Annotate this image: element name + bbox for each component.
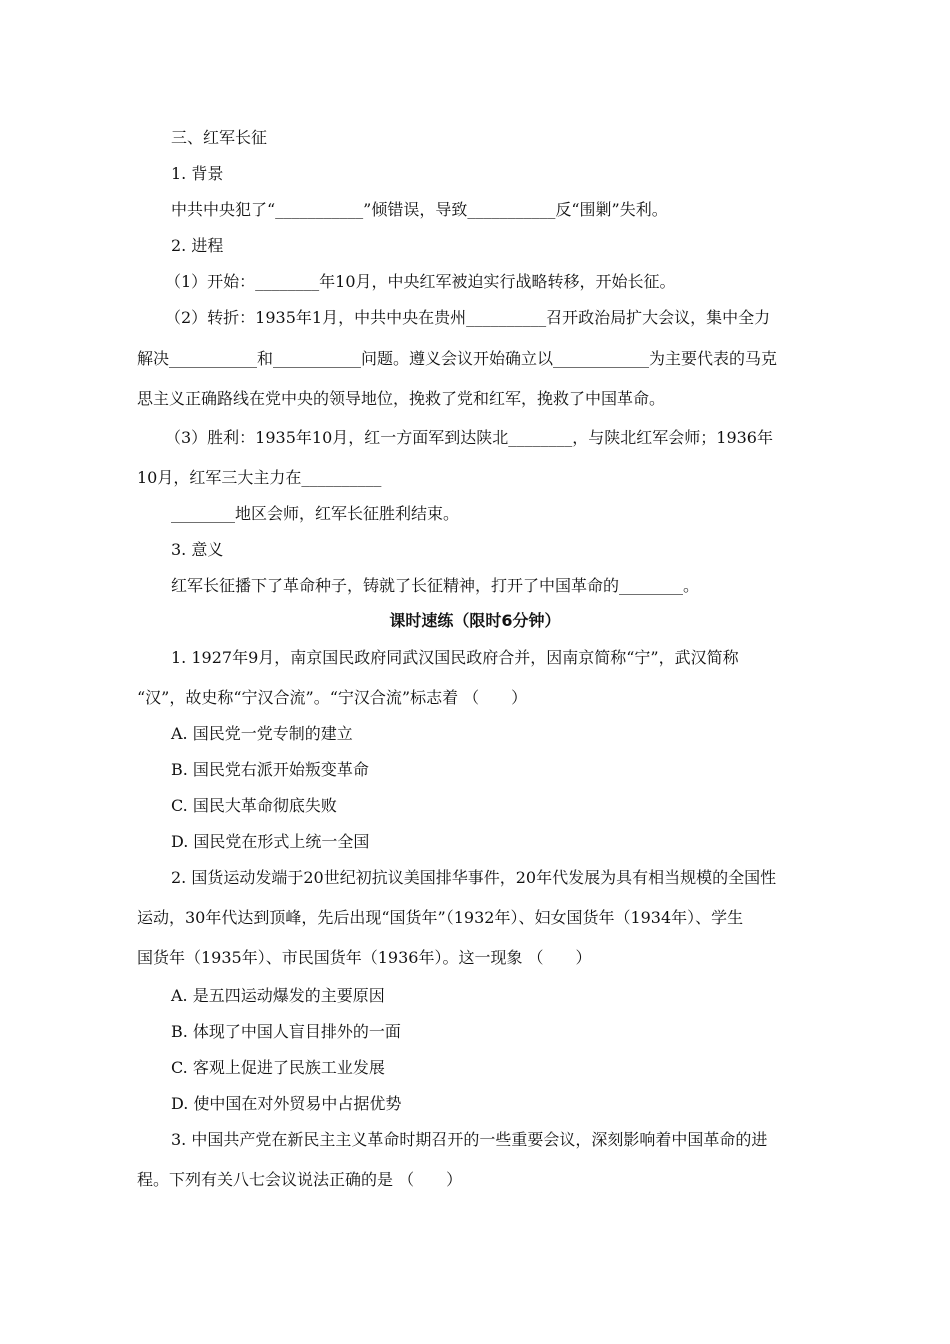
question-1-option-b: B. 国民党右派开始叛变革命 [171,760,369,779]
process-start-text: （1）开始：________年10月，中央红军被迫实行战略转移，开始长征。 [165,272,676,291]
question-3-stem: 程。下列有关八七会议说法正确的是 （ ） [137,1170,463,1189]
section-heading: 三、红军长征 [171,128,268,147]
question-1-stem: 1. 1927年9月，南京国民政府同武汉国民政府合并，因南京简称“宁”，武汉简称 [171,648,739,667]
process-victory-line: 10月，红军三大主力在__________ [137,468,382,487]
question-2-stem: 2. 国货运动发端于20世纪初抗议美国排华事件，20年代发展为具有相当规模的全国性 [171,868,777,887]
question-1-option-c: C. 国民大革命彻底失败 [171,796,337,815]
question-1-option-d: D. 国民党在形式上统一全国 [171,832,370,851]
question-2-stem: 运动，30年代达到顶峰，先后出现“国货年”（1932年）、妇女国货年（1934年）、学生 [137,908,744,927]
question-2-stem: 国货年（1935年）、市民国货年（1936年）。这一现象 （ ） [137,948,592,967]
significance-heading: 3. 意义 [171,540,224,559]
background-heading: 1. 背景 [171,164,224,183]
practice-title: 课时速练（限时6分钟） [389,611,561,630]
significance-text: 红军长征播下了革命种子，铸就了长征精神，打开了中国革命的________。 [171,576,700,595]
question-2-option-a: A. 是五四运动爆发的主要原因 [171,986,385,1005]
question-1-stem: “汉”，故史称“宁汉合流”。“宁汉合流”标志着 （ ） [137,688,528,707]
question-2-option-b: B. 体现了中国人盲目排外的一面 [171,1022,401,1041]
background-text: 中共中央犯了“___________”倾错误，导致___________反“围剿”失利。 [171,200,668,219]
process-heading: 2. 进程 [171,236,224,255]
question-1-option-a: A. 国民党一党专制的建立 [171,724,353,743]
process-turning-line: 解决___________和___________问题。遵义会议开始确立以____________为主要代表的马克 [137,349,778,368]
question-3-stem: 3. 中国共产党在新民主主义革命时期召开的一些重要会议，深刻影响着中国革命的进 [171,1130,768,1149]
question-2-option-d: D. 使中国在对外贸易中占据优势 [171,1094,402,1113]
question-2-option-c: C. 客观上促进了民族工业发展 [171,1058,385,1077]
process-turning-line: 思主义正确路线在党中央的领导地位，挽救了党和红军，挽救了中国革命。 [137,389,666,408]
process-victory-line: （3）胜利：1935年10月，红一方面军到达陕北________，与陕北红军会师；1936年 [165,428,773,447]
process-victory-line: ________地区会师，红军长征胜利结束。 [171,504,460,523]
process-turning-line: （2）转折：1935年1月，中共中央在贵州__________召开政治局扩大会议，集中全力 [165,308,771,327]
